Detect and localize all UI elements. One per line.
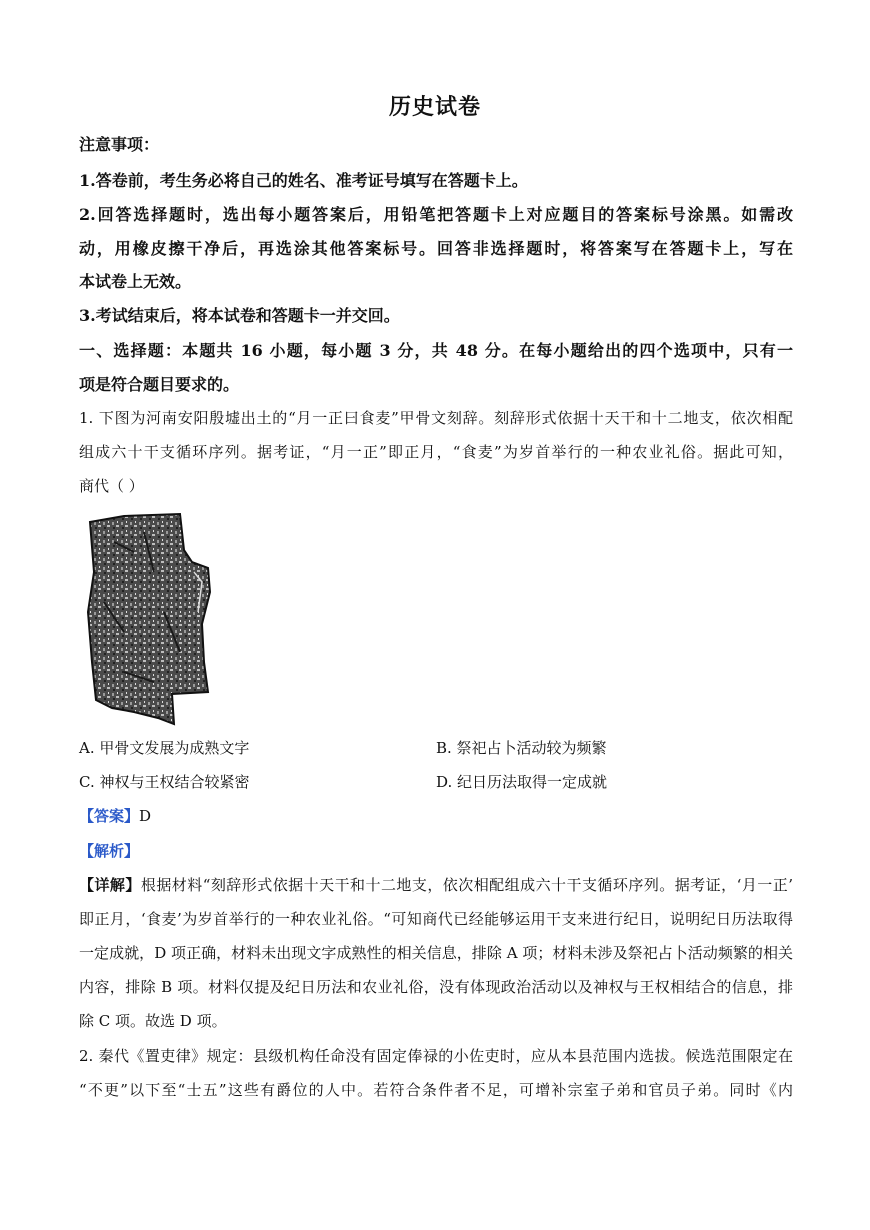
detail-line-2: 即正月，‘食麦’为岁首举行的一种农业礼俗。“可知商代已经能够运用干支来进行纪日，说明纪日历法取得: [79, 910, 793, 928]
option-c: C. 神权与王权结合较紧密: [79, 773, 250, 791]
notice-heading: 注意事项：: [79, 135, 160, 154]
question-1-line-3: 商代（ ）: [79, 477, 144, 495]
section-heading-line-1: 一、选择题：本题共 16 小题，每小题 3 分，共 48 分。在每小题给出的四个选项中，只有一: [79, 341, 793, 360]
notice-item-3: 3.考试结束后，将本试卷和答题卡一并交回。: [79, 306, 400, 325]
page-title: 历史试卷: [388, 94, 481, 120]
option-a: A. 甲骨文发展为成熟文字: [79, 739, 250, 757]
answer-row: [79, 805, 793, 826]
detail-text-1: 根据材料“刻辞形式依据十天干和十二地支，依次相配组成六十干支循环序列。据考证，‘月一正’: [140, 876, 793, 894]
notice-item-2-line-1: 2.回答选择题时，选出每小题答案后，用铅笔把答题卡上对应题目的答案标号涂黑。如需改: [79, 205, 793, 224]
detail-label: 【详解】: [79, 876, 141, 894]
notice-item-2-line-2: 动，用橡皮擦干净后，再选涂其他答案标号。回答非选择题时，将答案写在答题卡上，写在: [79, 239, 793, 258]
option-d: D. 纪日历法取得一定成就: [436, 773, 608, 791]
detail-line-4: 内容，排除 B 项。材料仅提及纪日历法和农业礼俗，没有体现政治活动以及神权与王权相结合的信息，排: [79, 978, 793, 996]
answer-label: 【答案】: [79, 807, 140, 825]
analysis-label: 【解析】: [79, 842, 140, 860]
question-2-line-1: 2. 秦代《置吏律》规定：县级机构任命没有固定俸禄的小佐吏时，应从本县范围内选拔。候选范围限定在: [79, 1047, 793, 1065]
section-heading-line-2: 项是符合题目要求的。: [79, 375, 240, 394]
notice-item-2-line-3: 本试卷上无效。: [79, 272, 192, 291]
answer-value: D: [139, 807, 152, 825]
question-2-line-2: “不更”以下至“士五”这些有爵位的人中。若符合条件者不足，可增补宗室子弟和官员子弟。同时《内: [79, 1081, 793, 1099]
question-1-line-1: 1. 下图为河南安阳殷墟出土的“月一正曰食麦”甲骨文刻辞。刻辞形式依据十天干和十二地支，依次相配: [79, 409, 793, 427]
detail-line-5: 除 C 项。故选 D 项。: [79, 1012, 227, 1030]
option-b: B. 祭祀占卜活动较为频繁: [436, 739, 607, 757]
detail-line-3: 一定成就，D 项正确，材料未出现文字成熟性的相关信息，排除 A 项；材料未涉及祭祀占卜活动频繁的相关: [79, 944, 793, 962]
oracle-bone-image: [84, 512, 214, 726]
detail-line-1: [79, 874, 793, 895]
question-1-line-2: 组成六十干支循环序列。据考证，“月一正”即正月，“食麦”为岁首举行的一种农业礼俗。据此可知，: [79, 443, 793, 461]
notice-item-1: 1.答卷前，考生务必将自己的姓名、准考证号填写在答题卡上。: [79, 171, 528, 190]
